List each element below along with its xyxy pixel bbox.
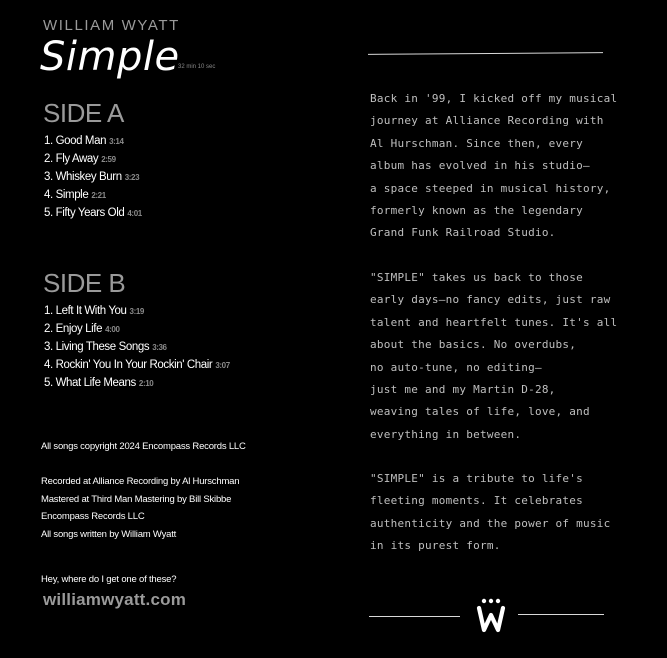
liner-line: formerly known as the legendary: [370, 203, 584, 217]
question-text: Hey, where do I get one of these?: [41, 574, 177, 585]
liner-line: album has evolved in his studio—: [370, 159, 590, 173]
track-item: [44, 189, 142, 207]
side-a-tracklist: [44, 135, 142, 225]
copyright-text: All songs copyright 2024 Encompass Records LLC: [41, 441, 246, 452]
track-duration: 3:19: [129, 307, 144, 316]
album-title: Simple: [40, 34, 180, 80]
liner-notes-paragraph-1: [370, 92, 620, 249]
track-item: [44, 135, 142, 153]
track-item: [44, 377, 230, 395]
track-title: 2. Enjoy Life: [44, 323, 103, 335]
liner-line: journey at Alliance Recording with: [370, 114, 604, 128]
track-title: 3. Living These Songs: [44, 341, 150, 353]
divider-bottom-right: [518, 614, 604, 615]
copyright-notice: [41, 441, 246, 452]
track-duration: 4:00: [105, 325, 120, 334]
liner-notes-paragraph-2: [370, 271, 620, 450]
liner-line: Grand Funk Railroad Studio.: [370, 226, 556, 240]
liner-line: fleeting moments. It celebrates: [370, 494, 584, 508]
liner-line: everything in between.: [370, 427, 522, 441]
side-b-tracklist: [44, 305, 230, 395]
liner-line: a space steeped in musical history,: [370, 181, 611, 195]
track-duration: 3:36: [152, 343, 167, 352]
credit-line: Mastered at Third Man Mastering by Bill Skibbe: [41, 493, 232, 505]
track-title: 4. Rockin' You In Your Rockin' Chair: [44, 359, 213, 371]
credit-line: All songs written by William Wyatt: [41, 529, 177, 541]
track-item: [44, 341, 230, 359]
track-title: 5. What Life Means: [44, 377, 136, 389]
track-duration: 2:10: [138, 379, 154, 388]
liner-line: "SIMPLE" takes us back to those: [370, 271, 584, 284]
track-item: [44, 207, 142, 225]
liner-line: Back in '99, I kicked off my musical: [370, 92, 618, 105]
track-item: [44, 305, 230, 323]
track-duration: 3:23: [124, 173, 140, 182]
purchase-question: [41, 574, 176, 585]
side-b-heading: SIDE B: [43, 268, 126, 298]
credit-line: Recorded at Alliance Recording by Al Hurschman: [41, 476, 240, 487]
track-duration: 3:07: [215, 361, 230, 370]
side-a-heading: SIDE A: [43, 98, 124, 128]
track-item: [44, 323, 230, 341]
liner-line: in its purest form.: [370, 539, 501, 553]
divider-bottom-left: [369, 616, 460, 617]
track-item: [44, 153, 142, 171]
liner-line: no auto-tune, no editing—: [370, 360, 542, 374]
track-duration: 4:01: [127, 209, 142, 218]
liner-line: early days—no fancy edits, just raw: [370, 293, 611, 307]
track-title: 5. Fifty Years Old: [44, 207, 125, 219]
liner-notes-paragraph-3: [370, 472, 620, 562]
track-item: [44, 359, 230, 377]
liner-line: "SIMPLE" is a tribute to life's: [370, 472, 584, 485]
liner-line: about the basics. No overdubs,: [370, 338, 577, 352]
track-duration: 3:14: [109, 137, 124, 146]
ww-monogram-icon: [475, 597, 507, 633]
track-duration: 2:21: [91, 191, 106, 200]
liner-line: just me and my Martin D-28,: [370, 382, 556, 396]
divider-top: [368, 52, 603, 55]
track-title: 3. Whiskey Burn: [44, 171, 122, 183]
liner-line: Al Hurschman. Since then, every: [370, 136, 584, 150]
artist-name: WILLIAM WYATT: [43, 17, 180, 34]
track-title: 1. Good Man: [44, 135, 107, 147]
website-link[interactable]: williamwyatt.com: [43, 590, 187, 609]
track-item: [44, 171, 142, 189]
album-runtime: 32 min 10 sec: [178, 64, 216, 70]
liner-line: weaving tales of life, love, and: [370, 405, 590, 419]
track-title: 4. Simple: [44, 189, 89, 201]
track-title: 1. Left It With You: [44, 305, 127, 317]
liner-line: talent and heartfelt tunes. It's all: [370, 315, 618, 329]
track-duration: 2:59: [101, 155, 116, 164]
track-title: 2. Fly Away: [44, 153, 99, 165]
credit-line: Encompass Records LLC: [41, 511, 145, 523]
liner-line: authenticity and the power of music: [370, 516, 611, 530]
production-credits: [41, 476, 239, 547]
